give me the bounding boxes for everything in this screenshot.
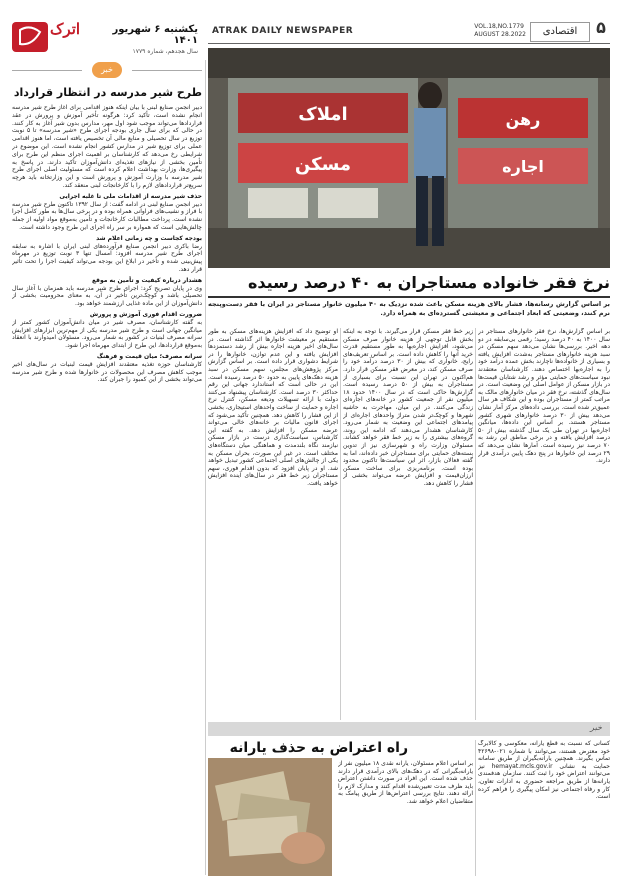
paragraph: دبیر انجمن صنایع لبنی در ادامه گفت: از سال ۱۳۹۲ تاکنون طرح شیر مدرسه با فراز و نشیب‌های فراوانی همراه بوده و در برخی سال‌ها به طور کامل اجرا نشده است. پرداخت مطالبات کارخانجات و تأمین به‌موقع مواد اولیه از جمله چالش‌هایی است که همواره بر سر راه اجرای این طرح وجود داشته است. xyxy=(12,200,202,231)
shop-sign-3: رهن xyxy=(505,110,541,129)
bottom-column-2: بر اساس اعلام مسئولان، یارانه نقدی ۱۸ میلیون نفر از یارانه‌بگیرانی که در دهک‌های بالای درآمدی قرار دارند حذف شده است. این افراد در صورت داشتن اعتراض باید ظرف مدت تعیین‌شده اقدام کنند و مدارک لازم را ارائه دهند. نتایج بررسی اعتراض‌ها از طریق پیامک به متقاضیان اعلام خواهد شد. xyxy=(338,760,473,805)
left-article-title: طرح شیر مدرسه در انتظار قرارداد xyxy=(13,86,202,99)
news-badge: خبر xyxy=(92,62,122,78)
bottom-column-1: کسانی که نسبت به قطع یارانه، معکوسی و کالابرگ خود معترض هستند، می‌توانند با شماره ۰۲۱-۴۲۶۹۸ تماس بگیرند. همچنین یارانه‌بگیران از طریق سامانه حمایت به نشانی hemayat.mcls.gov.ir نیز می‌توانند اعتراض خود را ثبت کنند. سازمان هدفمندی یارانه‌ها از طریق مراجعه حضوری به ادارات تعاون، کار و رفاه اجتماعی نیز امکان پیگیری را فراهم کرده است. xyxy=(478,740,610,801)
paper-name: ATRAK DAILY NEWSPAPER xyxy=(212,26,354,36)
paragraph: دبیر انجمن صنایع لبنی با بیان اینکه هنوز اقدامی برای آغاز طرح شیر مدرسه انجام نشده است، تأکید کرد: هرگونه تأخیر آموزش و پرورش در عقد قراردادها می‌تواند موجب شود اول مهر، مدارس بدون شیر آغاز به کار کنند. در حالی که برای سال جاری بودجه اجرای طرح «شیر مدرسه» تا ۵ نوبت توزیع در سال تحصیلی و منابع مالی آن تخصیص یافته است، اما هنوز اقدامی عملی برای توزیع شیر در مدارس کشور انجام نشده است. این موضوع در شرایطی رخ می‌دهد که کارشناسان بر اهمیت اجرای منظم این طرح برای تأمین بخشی از نیازهای تغذیه‌ای دانش‌آموزان تأکید دارند. در پاسخ به پیگیری‌ها، وزارت بهداشت اعلام کرده است که مسئولیت اصلی اجرای طرح شیر مدرسه با وزارت آموزش و پرورش است و این وزارتخانه باید هرچه سریع‌تر قراردادهای لازم را با کارخانجات لبنی منعقد کند. xyxy=(12,104,202,189)
news-ornament xyxy=(12,62,202,80)
subheading: هشدار درباره کیفیت و تأمین به موقع xyxy=(91,276,202,284)
issue-line: سال هجدهم، شماره ۱۷۷۹ xyxy=(132,48,198,55)
paragraph: رضا باکری دبیر انجمن صنایع فرآورده‌های لبنی ایران با اشاره به سابقه اجرای طرح شیر مدرسه افزود: امسال تنها ۳ نوبت توزیع در مهرماه پیش‌بینی شده و تأخیر در ابلاغ این بودجه می‌تواند کیفیت اجرا را تحت تأثیر قرار دهد. xyxy=(12,242,202,273)
news-bar-label: خبر xyxy=(590,723,602,732)
column-divider xyxy=(205,60,206,875)
article-column-3: او توضیح داد که افزایش هزینه‌های مسکن به طور مستقیم بر معیشت خانوارها اثر گذاشته است. در سال‌های اخیر هزینه اجاره بیش از رشد دستمزدها افزایش یافته و این عدم توازن، خانوارها را در شرایط دشواری قرار داده است. بر اساس گزارش مرکز پژوهش‌های مجلس، سهم مسکن در سبد هزینه دهک‌های پایین به حدود ۵۰ درصد رسیده است. این در حالی است که استاندارد جهانی این رقم حداکثر ۳۰ درصد است. کارشناسان پیشنهاد می‌کنند دولت با ارائه تسهیلات ودیعه مسکن، کنترل نرخ اجاره و حمایت از ساخت واحدهای استیجاری، بخشی از این فشار را کاهش دهد. همچنین تأکید می‌شود که اجرای قانون مالیات بر خانه‌های خالی می‌تواند عرضه مسکن را افزایش دهد. به گفته این کارشناس، سیاست‌گذاری درست در بازار مسکن نیازمند نگاه بلندمدت و هماهنگی میان دستگاه‌های مختلف است. در غیر این صورت، بحران مسکن به یکی از چالش‌های اصلی اجتماعی کشور تبدیل خواهد شد. او در پایان افزود که بدون اقدام فوری، سهم مستاجران زیر خط فقر در سال‌های آینده افزایش خواهد یافت. xyxy=(208,328,338,487)
banknotes-photo xyxy=(208,758,332,876)
column-divider xyxy=(475,740,476,876)
volume-line xyxy=(474,23,526,39)
subheading: بودجه کجاست و چه زمانی اعلام شد xyxy=(96,234,202,242)
ornament-line-right xyxy=(132,70,202,71)
subheading: سرانه مصرف؛ میان قیمت و فرهنگ xyxy=(96,352,202,360)
masthead-date xyxy=(90,24,198,55)
shop-sign-1: املاک xyxy=(298,104,348,125)
subheading: ضرورت اقدام فوری آموزش و پرورش xyxy=(89,310,202,318)
shop-sign-2: مسکن xyxy=(294,154,352,175)
logo-wordmark: اترک xyxy=(50,20,81,38)
left-article-body xyxy=(12,104,202,874)
shop-sign-4: اجاره xyxy=(502,157,544,176)
article-column-2: زیر خط فقر مسکن قرار می‌گیرند. با توجه به اینکه بخش قابل توجهی از هزینه خانوار صرف مسکن می‌شود، افزایش اجاره‌بها به طور مستقیم قدرت خرید آنها را کاهش داده است. بر اساس تعریف‌های رایج، خانواری که بیش از ۳۰ درصد درآمد خود را صرف مسکن کند، در معرض فقر مسکن قرار دارد. هم‌اکنون در تهران این نسبت برای بسیاری از مستاجران به بیش از ۵۰ درصد رسیده است. گزارش‌ها حاکی است که در سال ۱۴۰۰ حدود ۱۸ میلیون نفر از جمعیت کشور در خانه‌های اجاره‌ای زندگی می‌کنند. در این میان، مهاجرت به حاشیه شهرها و کوچک‌تر شدن متراژ واحدهای اجاره‌ای از پیامدهای اجتماعی این وضعیت به شمار می‌رود. کارشناسان هشدار می‌دهند که ادامه این روند، گروه‌های بیشتری را به زیر خط فقر خواهد کشاند. مسئولان وزارت راه و شهرسازی نیز از تدوین بسته‌های حمایتی برای مستاجران خبر داده‌اند، اما به گفته فعالان بازار، اثر این سیاست‌ها تاکنون محدود بوده است. برنامه‌ریزی برای ساخت مسکن ارزان‌قیمت و افزایش عرضه می‌تواند بخشی از فشار را کاهش دهد. xyxy=(343,328,473,487)
headline-rule xyxy=(208,296,610,298)
page-number: ۵ xyxy=(596,18,606,37)
subheading: حذف شیر مدرسه از اقدامات ملی تا غلبه اجرایی xyxy=(59,192,202,200)
ornament-line-left xyxy=(12,70,82,71)
bottom-headline: راه اعتراض به حذف یارانه xyxy=(229,740,408,756)
newspaper-logo xyxy=(12,22,48,52)
news-bar xyxy=(208,722,610,736)
column-divider xyxy=(340,328,341,720)
section-label: اقتصادی xyxy=(530,22,590,42)
main-headline: نرخ فقر خانواده مستاجران به ۴۰ درصد رسیده xyxy=(247,273,610,292)
main-photo xyxy=(208,48,610,268)
main-lead: بر اساس گزارش رسانه‌ها، فشار بالای هزینه مسکن باعث شده نزدیک به ۴۰ میلیون خانوار مستاجر در ایران با فقر دست‌وپنجه نرم کنند، وضعیتی که ابعاد اجتماعی و معیشتی گسترده‌ای به همراه دارد. xyxy=(208,300,610,317)
column-divider xyxy=(475,328,476,720)
logo-icon xyxy=(12,22,48,52)
issue-date: AUGUST 28.2022 xyxy=(474,31,526,38)
real-estate-photo xyxy=(208,48,610,268)
volume-number: VOL.18,NO.1779 xyxy=(474,23,524,30)
paragraph: به گفته کارشناسان، مصرف شیر در میان دانش‌آموزان کشور کمتر از میانگین جهانی است و طرح شیر مدرسه یکی از مهم‌ترین ابزارهای افزایش سرانه مصرف لبنیات در کشور به شمار می‌رود. مسئولان امیدوارند با انعقاد به‌موقع قراردادها، این طرح از ابتدای مهرماه اجرا شود. xyxy=(12,318,202,350)
paragraph: کارشناسان حوزه تغذیه معتقدند افزایش قیمت لبنیات در سال‌های اخیر موجب کاهش مصرف این محصولات در خانوارها شده و طرح شیر مدرسه می‌تواند بخشی از این کمبود را جبران کند. xyxy=(12,360,202,384)
page-header xyxy=(208,18,610,42)
header-divider xyxy=(208,43,610,44)
bottom-photo xyxy=(208,758,332,876)
paragraph: وی در پایان تصریح کرد: اجرای طرح شیر مدرسه باید همزمان با آغاز سال تحصیلی باشد و کوچک‌ترین تأخیر در آن، به معنای محرومیت بخشی از دانش‌آموزان از این ماده غذایی ارزشمند خواهد بود. xyxy=(12,284,202,308)
date-line: یکشنبه ۶ شهریور ۱۴۰۱ xyxy=(112,24,198,46)
article-column-1: بر اساس گزارش‌ها، نرخ فقر خانوارهای مستاجر در سال ۱۴۰۰ به ۴۰ درصد رسید؛ رقمی بی‌سابقه در دو دهه اخیر. بررسی‌ها نشان می‌دهد سهم مسکن در سبد هزینه خانوارهای مستاجر به‌شدت افزایش یافته و بسیاری از خانواده‌ها ناچارند بخش عمده درآمد خود را به اجاره‌بها اختصاص دهند. کارشناسان معتقدند نبود سیاست‌های حمایتی مؤثر و رشد شتابان قیمت‌ها در بازار مسکن از عوامل اصلی این وضعیت است. در سال‌های گذشته، نرخ فقر در میان خانوارهای مالک به مراتب کمتر از مستاجران بوده و این شکاف هر سال عمیق‌تر شده است. بررسی داده‌های مرکز آمار نشان می‌دهد بیش از ۳۰ درصد خانوارهای شهری کشور مستاجر هستند. بر اساس این داده‌ها، میانگین اجاره‌بها در تهران طی یک سال گذشته بیش از ۵۰ درصد افزایش یافته و در برخی مناطق این رشد به ۷۰ درصد نیز رسیده است. آمارها نشان می‌دهد که ۲۹ درصد این خانوارها در پنج دهک پایین درآمدی قرار دارند. xyxy=(478,328,610,465)
